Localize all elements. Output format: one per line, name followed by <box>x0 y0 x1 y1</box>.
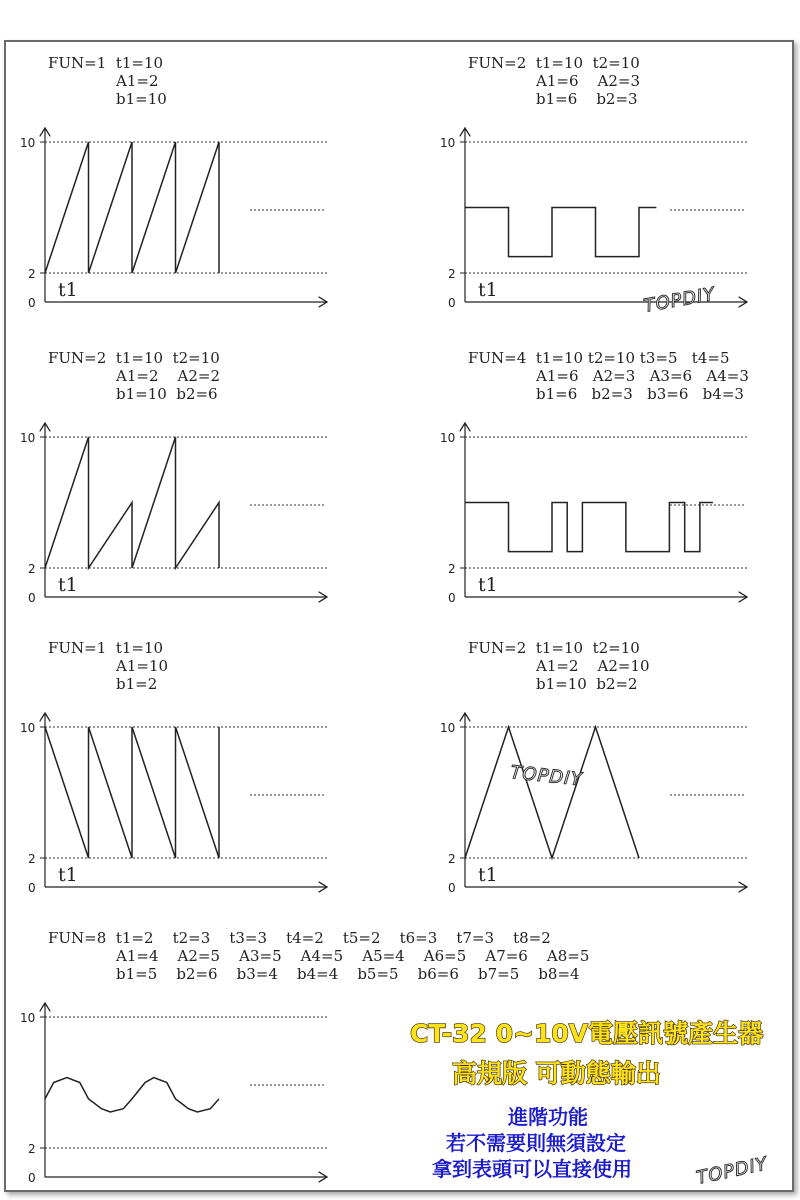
parameter-line: b1=10 b2=6 <box>116 385 218 403</box>
period-label: t1 <box>478 574 498 596</box>
y-tick-label: 10 <box>20 1011 36 1025</box>
product-subtitle: 高規版 可動態輸出 <box>452 1059 661 1088</box>
period-label: t1 <box>478 279 498 301</box>
period-label: t1 <box>58 574 78 596</box>
parameter-line: b1=6 b2=3 <box>536 90 638 108</box>
parameter-line: b1=6 b2=3 b3=6 b4=3 <box>536 385 744 403</box>
y-tick-label: 2 <box>448 267 456 281</box>
waveform-panel <box>20 54 327 310</box>
period-label: t1 <box>58 279 78 301</box>
y-tick-label: 2 <box>448 852 456 866</box>
y-tick-label: 0 <box>28 881 36 895</box>
waveform-panel <box>440 639 747 895</box>
y-tick-label: 10 <box>440 136 456 150</box>
note-line-1: 進階功能 <box>508 1105 588 1129</box>
parameter-line: FUN=2 t1=10 t2=10 <box>468 54 640 72</box>
parameter-line: FUN=2 t1=10 t2=10 <box>48 349 220 367</box>
watermark-text: TOPDIY <box>642 283 717 317</box>
parameter-line: A1=2 A2=2 <box>116 367 221 385</box>
parameter-line: FUN=1 t1=10 <box>48 639 164 657</box>
parameter-line: FUN=4 t1=10 t2=10 t3=5 t4=5 <box>468 349 730 367</box>
waveform-panel <box>20 639 327 895</box>
waveform-panel <box>440 54 747 310</box>
y-tick-label: 10 <box>440 721 456 735</box>
note-line-3: 拿到表頭可以直接使用 <box>432 1157 632 1181</box>
watermark-text: TOPDIY <box>694 1153 770 1189</box>
parameter-line: FUN=1 t1=10 <box>48 54 164 72</box>
parameter-line: FUN=2 t1=10 t2=10 <box>468 639 640 657</box>
parameter-line: b1=10 b2=2 <box>536 675 638 693</box>
y-tick-label: 0 <box>448 296 456 310</box>
y-tick-label: 0 <box>448 881 456 895</box>
parameter-line: FUN=8 t1=2 t2=3 t3=3 t4=2 t5=2 t6=3 t7=3 t8=2 <box>48 929 551 947</box>
y-tick-label: 0 <box>448 591 456 605</box>
parameter-line: A1=10 <box>116 657 169 675</box>
y-tick-label: 10 <box>20 431 36 445</box>
waveform-panel <box>20 349 327 605</box>
y-tick-label: 10 <box>440 431 456 445</box>
y-tick-label: 2 <box>28 852 36 866</box>
parameter-line: b1=10 <box>116 90 167 108</box>
parameter-line: A1=6 A2=3 A3=6 A4=3 <box>536 367 749 385</box>
y-tick-label: 0 <box>28 1171 36 1185</box>
y-tick-label: 2 <box>28 562 36 576</box>
waveform-line <box>45 437 219 568</box>
waveform-line <box>465 727 639 858</box>
y-tick-label: 0 <box>28 591 36 605</box>
waveform-line <box>45 142 219 273</box>
y-tick-label: 2 <box>28 1142 36 1156</box>
period-label: t1 <box>58 864 78 886</box>
product-title: CT-32 0~10V電壓訊號產生器 <box>410 1019 764 1048</box>
parameter-line: A1=6 A2=3 <box>536 72 641 90</box>
parameter-line: b1=2 <box>116 675 158 693</box>
parameter-line: A1=4 A2=5 A3=5 A4=5 A5=4 A6=5 A7=6 A8=5 <box>116 947 590 965</box>
waveform-line <box>45 727 219 858</box>
note-line-2: 若不需要則無須設定 <box>446 1131 626 1155</box>
parameter-line: A1=2 <box>116 72 159 90</box>
y-tick-label: 2 <box>28 267 36 281</box>
y-tick-label: 10 <box>20 136 36 150</box>
parameter-line: A1=2 A2=10 <box>536 657 650 675</box>
period-label: t1 <box>478 864 498 886</box>
watermark-text: TOPDIY <box>509 762 584 791</box>
y-tick-label: 10 <box>20 721 36 735</box>
waveform-line <box>465 208 656 257</box>
waveform-line <box>465 503 713 552</box>
y-tick-label: 0 <box>28 296 36 310</box>
waveform-line <box>45 1078 219 1112</box>
waveform-panel <box>440 349 749 605</box>
parameter-line: b1=5 b2=6 b3=4 b4=4 b5=5 b6=6 b7=5 b8=4 <box>116 965 580 983</box>
y-tick-label: 2 <box>448 562 456 576</box>
